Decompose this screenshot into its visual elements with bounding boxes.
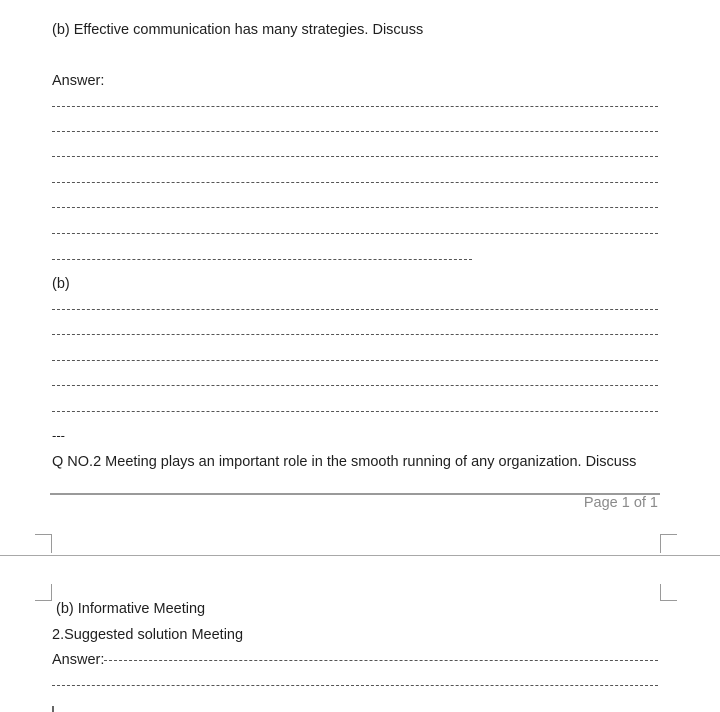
answer-label-page2: Answer: [52,652,105,668]
answer-line [52,360,658,361]
footer-rule [50,493,660,495]
question-2-prompt: Q NO.2 Meeting plays an important role in the smooth running of any organization. Discuss [52,454,637,470]
answer-line [52,309,658,310]
triple-dash: --- [52,428,65,443]
page-number: Page 1 of 1 [583,495,658,511]
question-1b-prompt: (b) Effective communication has many strategies. Discuss [52,22,424,38]
page-separator [0,555,720,556]
answer-line [52,411,658,412]
answer-line [52,685,658,686]
answer-line [52,156,658,157]
informative-meeting-item: (b) Informative Meeting [56,601,206,617]
text-cursor [52,706,54,712]
margin-corner-mark [660,584,677,601]
answer-line [52,385,658,386]
answer-line [52,334,658,335]
answer-line [52,131,658,132]
answer-line [52,182,658,183]
sub-b-label: (b) [52,276,70,292]
answer-label: Answer: [52,73,105,89]
suggested-solution-item: 2.Suggested solution Meeting [52,627,244,643]
answer-line-short [52,259,472,260]
answer-line [52,106,658,107]
answer-line [52,233,658,234]
margin-corner-mark [35,584,52,601]
margin-corner-mark [660,534,677,553]
margin-corner-mark [35,534,52,553]
answer-line [104,660,658,661]
answer-line [52,207,658,208]
